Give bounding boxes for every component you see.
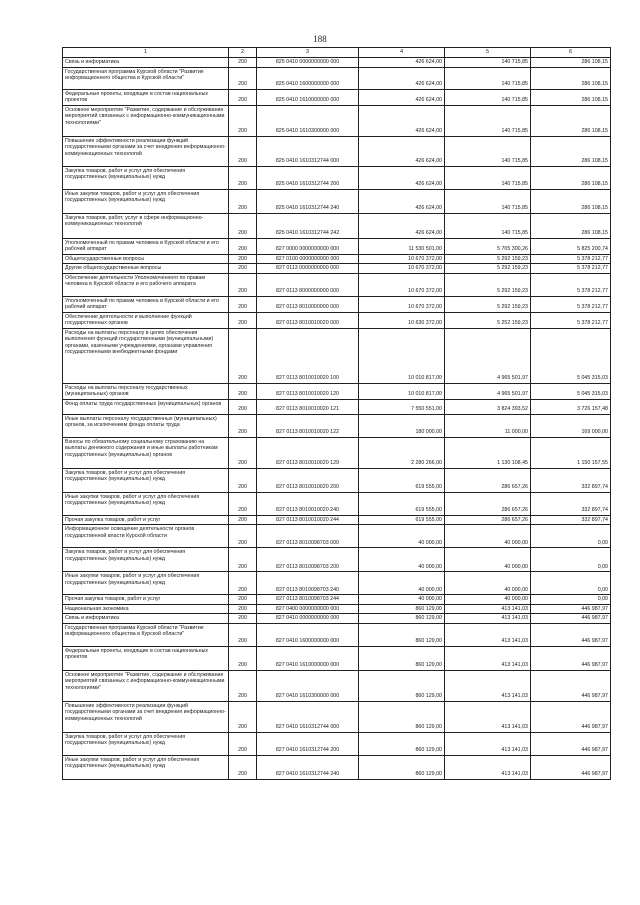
row-plan-cell: 426 624,00 bbox=[359, 189, 445, 213]
row-plan-cell: 2 280 266,00 bbox=[359, 437, 445, 468]
table-row bbox=[63, 595, 611, 605]
row-remainder-cell: 5 378 212,77 bbox=[531, 264, 611, 274]
row-executed-cell: 413 141,03 bbox=[445, 614, 531, 624]
row-plan-cell: 180 000,00 bbox=[359, 414, 445, 437]
row-executed-cell: 4 965 501,97 bbox=[445, 328, 531, 383]
row-remainder-cell: 5 378 212,77 bbox=[531, 254, 611, 264]
table-row bbox=[63, 572, 611, 595]
row-remainder-cell: 446 987,97 bbox=[531, 670, 611, 701]
table-row bbox=[63, 213, 611, 238]
row-kbk-cell: 825 0410 0000000000 000 bbox=[257, 58, 359, 68]
row-plan-cell: 426 624,00 bbox=[359, 213, 445, 238]
row-name-cell: Обеспечение деятельности и выполнение функций государственных органов bbox=[63, 312, 229, 328]
row-remainder-cell: 169 000,00 bbox=[531, 414, 611, 437]
row-kbk-cell: 827 0113 0000000000 000 bbox=[257, 264, 359, 274]
row-code-cell: 200 bbox=[229, 468, 257, 492]
row-code-cell: 200 bbox=[229, 89, 257, 105]
row-kbk-cell: 825 0410 1610312744 000 bbox=[257, 136, 359, 166]
row-code-cell: 200 bbox=[229, 604, 257, 614]
row-name-cell: Общегосударственные вопросы bbox=[63, 254, 229, 264]
row-kbk-cell: 827 0410 1610300000 000 bbox=[257, 670, 359, 701]
row-kbk-cell: 827 0410 1610312744 200 bbox=[257, 732, 359, 755]
row-kbk-cell: 825 0410 1610312744 242 bbox=[257, 213, 359, 238]
row-remainder-cell: 446 987,97 bbox=[531, 701, 611, 732]
row-plan-cell: 619 555,00 bbox=[359, 515, 445, 525]
row-code-cell: 200 bbox=[229, 492, 257, 515]
row-code-cell: 200 bbox=[229, 238, 257, 254]
row-code-cell: 200 bbox=[229, 515, 257, 525]
row-executed-cell: 11 000,00 bbox=[445, 414, 531, 437]
header-cell-3: 3 bbox=[257, 48, 359, 58]
row-remainder-cell: 446 987,97 bbox=[531, 604, 611, 614]
row-code-cell: 200 bbox=[229, 105, 257, 136]
table-row bbox=[63, 136, 611, 166]
row-executed-cell: 413 141,03 bbox=[445, 604, 531, 614]
row-kbk-cell: 827 0410 1610000000 000 bbox=[257, 646, 359, 670]
row-code-cell: 200 bbox=[229, 264, 257, 274]
row-plan-cell: 860 129,00 bbox=[359, 732, 445, 755]
row-remainder-cell: 286 108,15 bbox=[531, 189, 611, 213]
row-kbk-cell: 827 0113 8010010020 120 bbox=[257, 383, 359, 399]
header-cell-5: 5 bbox=[445, 48, 531, 58]
row-plan-cell: 10 630 372,00 bbox=[359, 312, 445, 328]
row-name-cell: Закупка товаров, работ и услуг для обеспечения государственных (муниципальных) нужд bbox=[63, 166, 229, 189]
row-name-cell: Прочая закупка товаров, работ и услуг bbox=[63, 595, 229, 605]
table-row bbox=[63, 383, 611, 399]
row-remainder-cell: 5 378 212,77 bbox=[531, 296, 611, 312]
row-remainder-cell: 1 150 157,55 bbox=[531, 437, 611, 468]
row-plan-cell: 860 129,00 bbox=[359, 604, 445, 614]
row-code-cell: 200 bbox=[229, 414, 257, 437]
row-plan-cell: 40 000,00 bbox=[359, 572, 445, 595]
table-row bbox=[63, 105, 611, 136]
row-remainder-cell: 5 045 315,03 bbox=[531, 383, 611, 399]
row-name-cell: Другие общегосударственные вопросы bbox=[63, 264, 229, 274]
row-name-cell: Уполномоченный по правам человека в Курской области и его рабочий аппарат bbox=[63, 296, 229, 312]
row-executed-cell: 40 000,00 bbox=[445, 525, 531, 548]
row-kbk-cell: 827 0113 8010010020 121 bbox=[257, 399, 359, 414]
table-row bbox=[63, 670, 611, 701]
row-remainder-cell: 0,00 bbox=[531, 548, 611, 572]
row-executed-cell: 413 141,03 bbox=[445, 701, 531, 732]
row-plan-cell: 10 670 372,00 bbox=[359, 273, 445, 296]
row-code-cell: 200 bbox=[229, 701, 257, 732]
table-row bbox=[63, 437, 611, 468]
row-remainder-cell: 286 108,15 bbox=[531, 213, 611, 238]
row-remainder-cell: 286 108,15 bbox=[531, 105, 611, 136]
row-executed-cell: 413 141,03 bbox=[445, 670, 531, 701]
row-executed-cell: 140 715,85 bbox=[445, 189, 531, 213]
table-row bbox=[63, 189, 611, 213]
row-executed-cell: 413 141,03 bbox=[445, 755, 531, 779]
row-executed-cell: 40 000,00 bbox=[445, 572, 531, 595]
row-name-cell: Государственная программа Курской области "Развитие информационного общества в Курской области" bbox=[63, 67, 229, 89]
row-code-cell: 200 bbox=[229, 67, 257, 89]
table-row bbox=[63, 312, 611, 328]
row-remainder-cell: 286 108,15 bbox=[531, 166, 611, 189]
header-cell-4: 4 bbox=[359, 48, 445, 58]
row-code-cell: 200 bbox=[229, 732, 257, 755]
row-code-cell: 200 bbox=[229, 437, 257, 468]
row-remainder-cell: 446 987,97 bbox=[531, 646, 611, 670]
row-kbk-cell: 827 0113 8000000000 000 bbox=[257, 273, 359, 296]
row-plan-cell: 426 624,00 bbox=[359, 89, 445, 105]
row-name-cell: Связь и информатика bbox=[63, 58, 229, 68]
row-kbk-cell: 827 0000 0000000000 000 bbox=[257, 238, 359, 254]
row-code-cell: 200 bbox=[229, 328, 257, 383]
table-row bbox=[63, 548, 611, 572]
table-row bbox=[63, 701, 611, 732]
row-plan-cell: 860 129,00 bbox=[359, 646, 445, 670]
page-number: 188 bbox=[313, 34, 327, 44]
row-plan-cell: 619 555,00 bbox=[359, 468, 445, 492]
table-row bbox=[63, 273, 611, 296]
row-code-cell: 200 bbox=[229, 254, 257, 264]
row-executed-cell: 40 000,00 bbox=[445, 548, 531, 572]
row-kbk-cell: 827 0113 8010098703 244 bbox=[257, 595, 359, 605]
row-name-cell: Уполномоченный по правам человека в Курской области и его рабочий аппарат bbox=[63, 238, 229, 254]
table-row bbox=[63, 328, 611, 383]
row-plan-cell: 10 670 372,00 bbox=[359, 264, 445, 274]
row-name-cell: Взносы по обязательному социальному страхованию на выплаты денежного содержания и иные выплаты работникам государственных (муниципальных) органов bbox=[63, 437, 229, 468]
row-executed-cell: 286 657,26 bbox=[445, 492, 531, 515]
table-row bbox=[63, 525, 611, 548]
row-name-cell: Основное мероприятие "Развитие, содержание и обслуживание мероприятий связанных с информационно-коммуникационными технологиями" bbox=[63, 105, 229, 136]
row-remainder-cell: 5 045 315,03 bbox=[531, 328, 611, 383]
row-plan-cell: 426 624,00 bbox=[359, 166, 445, 189]
row-plan-cell: 40 000,00 bbox=[359, 525, 445, 548]
row-remainder-cell: 0,00 bbox=[531, 595, 611, 605]
row-kbk-cell: 827 0113 8010010020 129 bbox=[257, 437, 359, 468]
row-name-cell: Иные закупки товаров, работ и услуг для обеспечения государственных (муниципальных) нужд bbox=[63, 492, 229, 515]
row-remainder-cell: 286 108,15 bbox=[531, 58, 611, 68]
row-executed-cell: 1 130 108,45 bbox=[445, 437, 531, 468]
table-row bbox=[63, 238, 611, 254]
row-executed-cell: 140 715,85 bbox=[445, 213, 531, 238]
table-row bbox=[63, 755, 611, 779]
row-kbk-cell: 827 0410 1610312744 000 bbox=[257, 701, 359, 732]
row-kbk-cell: 825 0410 1600000000 000 bbox=[257, 67, 359, 89]
table-row bbox=[63, 646, 611, 670]
row-code-cell: 200 bbox=[229, 670, 257, 701]
row-name-cell: Повышение эффективности реализации функций государственными органами за счет внедрения информационно-коммуникационных технологий bbox=[63, 701, 229, 732]
row-remainder-cell: 332 897,74 bbox=[531, 515, 611, 525]
row-name-cell: Закупка товаров, работ, услуг в сфере информационно-коммуникационных технологий bbox=[63, 213, 229, 238]
row-plan-cell: 619 555,00 bbox=[359, 492, 445, 515]
row-name-cell: Расходы на выплаты персоналу в целях обеспечения выполнения функций государственными (муниципальными) органами, казенными учреждениями, органами управления государственными внебюджетными фондами bbox=[63, 328, 229, 383]
row-plan-cell: 10 670 372,00 bbox=[359, 296, 445, 312]
table-row bbox=[63, 414, 611, 437]
row-code-cell: 200 bbox=[229, 614, 257, 624]
row-kbk-cell: 827 0113 8010010020 200 bbox=[257, 468, 359, 492]
row-plan-cell: 860 129,00 bbox=[359, 614, 445, 624]
row-kbk-cell: 825 0410 1610300000 000 bbox=[257, 105, 359, 136]
row-executed-cell: 3 824 393,52 bbox=[445, 399, 531, 414]
header-cell-6: 6 bbox=[531, 48, 611, 58]
row-name-cell: Фонд оплаты труда государственных (муниципальных) органов bbox=[63, 399, 229, 414]
row-executed-cell: 286 657,26 bbox=[445, 515, 531, 525]
row-kbk-cell: 827 0113 8010010020 100 bbox=[257, 328, 359, 383]
row-name-cell: Закупка товаров, работ и услуг для обеспечения государственных (муниципальных) нужд bbox=[63, 548, 229, 572]
table-row bbox=[63, 296, 611, 312]
row-executed-cell: 413 141,03 bbox=[445, 732, 531, 755]
row-remainder-cell: 446 987,97 bbox=[531, 732, 611, 755]
table-row bbox=[63, 623, 611, 646]
row-plan-cell: 426 624,00 bbox=[359, 136, 445, 166]
table-row bbox=[63, 614, 611, 624]
row-executed-cell: 5 292 159,23 bbox=[445, 273, 531, 296]
table-row bbox=[63, 399, 611, 414]
row-executed-cell: 140 715,85 bbox=[445, 67, 531, 89]
row-plan-cell: 10 010 817,00 bbox=[359, 328, 445, 383]
row-name-cell: Связь и информатика bbox=[63, 614, 229, 624]
row-name-cell: Информационное освещение деятельности органов государственной власти Курской области bbox=[63, 525, 229, 548]
row-name-cell: Иные закупки товаров, работ и услуг для обеспечения государственных (муниципальных) нужд bbox=[63, 572, 229, 595]
row-kbk-cell: 827 0113 8010098703 200 bbox=[257, 548, 359, 572]
row-code-cell: 200 bbox=[229, 136, 257, 166]
row-executed-cell: 140 715,85 bbox=[445, 58, 531, 68]
row-executed-cell: 140 715,85 bbox=[445, 89, 531, 105]
row-name-cell: Иные выплаты персоналу государственных (муниципальных) органов, за исключением фонда оплаты труда bbox=[63, 414, 229, 437]
header-cell-2: 2 bbox=[229, 48, 257, 58]
row-executed-cell: 140 715,85 bbox=[445, 136, 531, 166]
table-row bbox=[63, 264, 611, 274]
row-name-cell: Закупка товаров, работ и услуг для обеспечения государственных (муниципальных) нужд bbox=[63, 732, 229, 755]
row-remainder-cell: 286 108,15 bbox=[531, 136, 611, 166]
row-remainder-cell: 3 726 157,48 bbox=[531, 399, 611, 414]
row-executed-cell: 140 715,85 bbox=[445, 166, 531, 189]
row-plan-cell: 860 129,00 bbox=[359, 670, 445, 701]
row-name-cell: Обеспечение деятельности Уполномоченного по правам человека в Курской области и его рабочего аппарата bbox=[63, 273, 229, 296]
row-remainder-cell: 286 108,15 bbox=[531, 67, 611, 89]
row-executed-cell: 5 292 159,23 bbox=[445, 264, 531, 274]
row-name-cell: Повышение эффективности реализации функций государственными органами за счет внедрения информационно-коммуникационных технологий bbox=[63, 136, 229, 166]
table-row bbox=[63, 515, 611, 525]
row-remainder-cell: 5 825 200,74 bbox=[531, 238, 611, 254]
row-name-cell: Прочая закупка товаров, работ и услуг bbox=[63, 515, 229, 525]
row-executed-cell: 4 965 501,97 bbox=[445, 383, 531, 399]
row-code-cell: 200 bbox=[229, 755, 257, 779]
row-plan-cell: 7 550 551,00 bbox=[359, 399, 445, 414]
row-name-cell: Закупка товаров, работ и услуг для обеспечения государственных (муниципальных) нужд bbox=[63, 468, 229, 492]
row-plan-cell: 426 624,00 bbox=[359, 67, 445, 89]
row-code-cell: 200 bbox=[229, 399, 257, 414]
row-executed-cell: 140 715,85 bbox=[445, 105, 531, 136]
table-row bbox=[63, 58, 611, 68]
row-plan-cell: 860 129,00 bbox=[359, 623, 445, 646]
row-kbk-cell: 827 0113 8010010020 244 bbox=[257, 515, 359, 525]
row-kbk-cell: 827 0410 0000000000 000 bbox=[257, 614, 359, 624]
table-row bbox=[63, 492, 611, 515]
table-row bbox=[63, 166, 611, 189]
row-code-cell: 200 bbox=[229, 383, 257, 399]
header-row bbox=[63, 48, 611, 58]
row-remainder-cell: 5 378 212,77 bbox=[531, 273, 611, 296]
row-kbk-cell: 827 0113 8010010020 122 bbox=[257, 414, 359, 437]
row-plan-cell: 40 000,00 bbox=[359, 548, 445, 572]
row-remainder-cell: 286 108,15 bbox=[531, 89, 611, 105]
row-code-cell: 200 bbox=[229, 623, 257, 646]
row-code-cell: 200 bbox=[229, 525, 257, 548]
row-kbk-cell: 825 0410 1610000000 000 bbox=[257, 89, 359, 105]
row-code-cell: 200 bbox=[229, 273, 257, 296]
row-remainder-cell: 5 378 212,77 bbox=[531, 312, 611, 328]
table-row bbox=[63, 604, 611, 614]
row-plan-cell: 10 670 372,00 bbox=[359, 254, 445, 264]
row-name-cell: Национальная экономика bbox=[63, 604, 229, 614]
row-code-cell: 200 bbox=[229, 312, 257, 328]
row-name-cell: Государственная программа Курской области "Развитие информационного общества в Курской области" bbox=[63, 623, 229, 646]
row-executed-cell: 5 252 159,23 bbox=[445, 312, 531, 328]
row-executed-cell: 5 705 300,26 bbox=[445, 238, 531, 254]
row-plan-cell: 860 129,00 bbox=[359, 701, 445, 732]
row-executed-cell: 413 141,03 bbox=[445, 646, 531, 670]
row-kbk-cell: 827 0113 8010010020 240 bbox=[257, 492, 359, 515]
row-kbk-cell: 825 0410 1610312744 240 bbox=[257, 189, 359, 213]
table-row bbox=[63, 89, 611, 105]
row-code-cell: 200 bbox=[229, 595, 257, 605]
row-kbk-cell: 827 0113 8010000000 000 bbox=[257, 296, 359, 312]
row-remainder-cell: 0,00 bbox=[531, 525, 611, 548]
row-code-cell: 200 bbox=[229, 548, 257, 572]
row-code-cell: 200 bbox=[229, 58, 257, 68]
row-kbk-cell: 827 0410 1600000000 000 bbox=[257, 623, 359, 646]
row-kbk-cell: 827 0100 0000000000 000 bbox=[257, 254, 359, 264]
row-name-cell: Расходы на выплаты персоналу государственных (муниципальных) органов bbox=[63, 383, 229, 399]
row-plan-cell: 426 624,00 bbox=[359, 58, 445, 68]
row-code-cell: 200 bbox=[229, 572, 257, 595]
row-executed-cell: 40 000,00 bbox=[445, 595, 531, 605]
row-kbk-cell: 827 0113 8010098703 000 bbox=[257, 525, 359, 548]
row-kbk-cell: 827 0113 8010098703 240 bbox=[257, 572, 359, 595]
row-name-cell: Федеральные проекты, входящие в состав национальных проектов bbox=[63, 89, 229, 105]
row-plan-cell: 11 530 501,00 bbox=[359, 238, 445, 254]
row-name-cell: Иные закупки товаров, работ и услуг для обеспечения государственных (муниципальных) нужд bbox=[63, 189, 229, 213]
row-remainder-cell: 446 987,97 bbox=[531, 755, 611, 779]
row-executed-cell: 5 292 159,23 bbox=[445, 296, 531, 312]
table-row bbox=[63, 254, 611, 264]
row-name-cell: Иные закупки товаров, работ и услуг для обеспечения государственных (муниципальных) нужд bbox=[63, 755, 229, 779]
row-kbk-cell: 827 0113 8010010020 000 bbox=[257, 312, 359, 328]
row-executed-cell: 413 141,03 bbox=[445, 623, 531, 646]
table-row bbox=[63, 468, 611, 492]
row-plan-cell: 40 000,00 bbox=[359, 595, 445, 605]
table-row bbox=[63, 732, 611, 755]
row-code-cell: 200 bbox=[229, 213, 257, 238]
row-remainder-cell: 332 897,74 bbox=[531, 492, 611, 515]
row-remainder-cell: 446 987,97 bbox=[531, 614, 611, 624]
row-kbk-cell: 825 0410 1610312744 200 bbox=[257, 166, 359, 189]
row-plan-cell: 10 010 817,00 bbox=[359, 383, 445, 399]
row-code-cell: 200 bbox=[229, 646, 257, 670]
row-plan-cell: 426 624,00 bbox=[359, 105, 445, 136]
header-cell-1: 1 bbox=[63, 48, 229, 58]
row-code-cell: 200 bbox=[229, 166, 257, 189]
row-kbk-cell: 827 0400 0000000000 000 bbox=[257, 604, 359, 614]
row-code-cell: 200 bbox=[229, 296, 257, 312]
row-kbk-cell: 827 0410 1610312744 240 bbox=[257, 755, 359, 779]
row-remainder-cell: 332 897,74 bbox=[531, 468, 611, 492]
table-row bbox=[63, 67, 611, 89]
row-name-cell: Федеральные проекты, входящие в состав национальных проектов bbox=[63, 646, 229, 670]
row-plan-cell: 860 129,00 bbox=[359, 755, 445, 779]
row-name-cell: Основное мероприятие "Развитие, содержание и обслуживание мероприятий связанных с информационно-коммуникационными технологиями" bbox=[63, 670, 229, 701]
row-remainder-cell: 0,00 bbox=[531, 572, 611, 595]
row-remainder-cell: 446 987,97 bbox=[531, 623, 611, 646]
row-code-cell: 200 bbox=[229, 189, 257, 213]
row-executed-cell: 286 657,26 bbox=[445, 468, 531, 492]
row-executed-cell: 5 292 159,23 bbox=[445, 254, 531, 264]
budget-table bbox=[62, 47, 611, 780]
